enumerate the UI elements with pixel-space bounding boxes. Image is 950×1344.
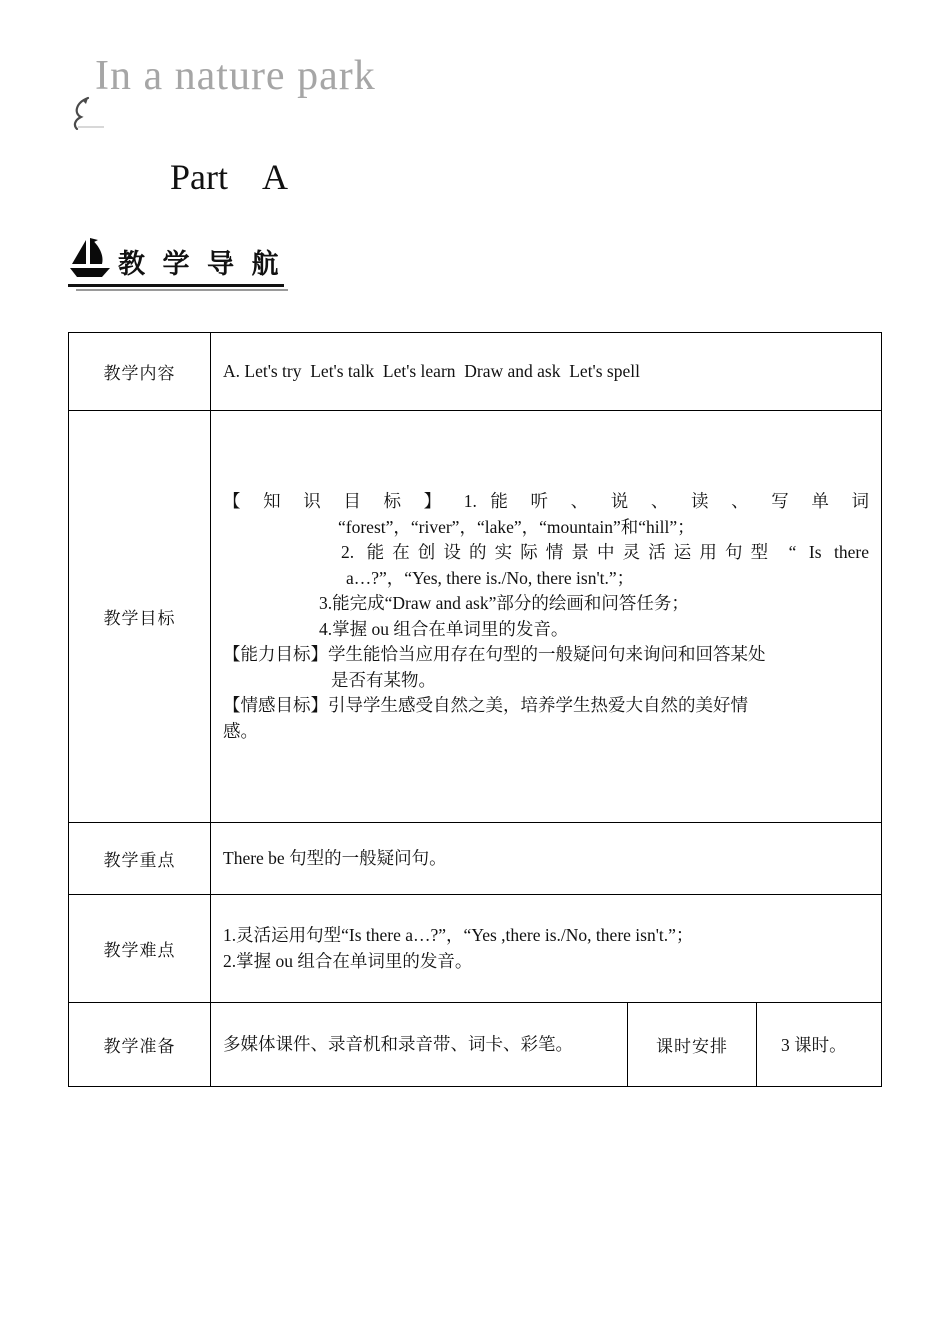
- difficulty-line: 1.灵活运用句型“Is there a…?”，“Yes ,there is./No, there isn't.”；: [223, 925, 694, 945]
- row-label-teaching-goals: 教学目标: [69, 411, 211, 823]
- row-teaching-preparation: [69, 1003, 882, 1087]
- row-teaching-focus: [69, 823, 882, 895]
- goal-line: 3.能完成“Draw and ask”部分的绘画和问答任务；: [319, 593, 689, 613]
- goal-line: 2. 能在创设的实际情景中灵活运用句型 “ Is there: [341, 542, 870, 562]
- row-label-teaching-focus: 教学重点: [69, 823, 211, 895]
- badge-label: 教 学 导 航: [118, 249, 284, 279]
- goal-line: “forest”，“river”，“lake”，“mountain”和“hill”；: [338, 516, 695, 537]
- row-teaching-difficulty: [69, 895, 882, 1003]
- schedule-value: 3 课时。: [757, 1003, 882, 1087]
- part-heading: Part A: [170, 157, 289, 197]
- row-teaching-content: [69, 333, 882, 411]
- flourish-icon: [68, 96, 94, 135]
- difficulty-line: 2.掌握 ou 组合在单词里的发音。: [223, 950, 473, 971]
- flourish-underline: [78, 126, 104, 128]
- document-title: In a nature park: [95, 53, 376, 99]
- lesson-plan-table: [68, 332, 882, 1087]
- teaching-focus-value: There be 句型的一般疑问句。: [211, 823, 882, 895]
- goal-line: 4.掌握 ou 组合在单词里的发音。: [319, 618, 569, 639]
- schedule-label: 课时安排: [628, 1003, 757, 1087]
- teaching-content-value: A. Let's try Let's talk Let's learn Draw and ask Let's spell: [211, 333, 882, 411]
- teaching-goals-value: [211, 411, 882, 823]
- row-label-teaching-preparation: 教学准备: [69, 1003, 211, 1087]
- goal-line: 感。: [223, 720, 258, 741]
- goal-line: 是否有某物。: [331, 669, 436, 690]
- teaching-difficulty-value: [211, 895, 882, 1003]
- goal-line: 【 知 识 目 标 】 1. 能 听 、 说 、 读 、 写 单 词: [223, 491, 870, 511]
- row-label-teaching-difficulty: 教学难点: [69, 895, 211, 1003]
- sailboat-icon: [68, 238, 112, 280]
- teaching-preparation-value: 多媒体课件、录音机和录音带、词卡、彩笔。: [211, 1003, 628, 1087]
- row-teaching-goals: [69, 411, 882, 823]
- row-label-teaching-content: 教学内容: [69, 333, 211, 411]
- section-badge: [68, 238, 284, 287]
- goal-line: a…?”，“Yes, there is./No, there isn't.”；: [346, 567, 635, 588]
- goal-line: 【能力目标】学生能恰当应用存在句型的一般疑问句来询问和回答某处: [223, 644, 766, 664]
- goal-line: 【情感目标】引导学生感受自然之美，培养学生热爱大自然的美好情: [223, 695, 748, 715]
